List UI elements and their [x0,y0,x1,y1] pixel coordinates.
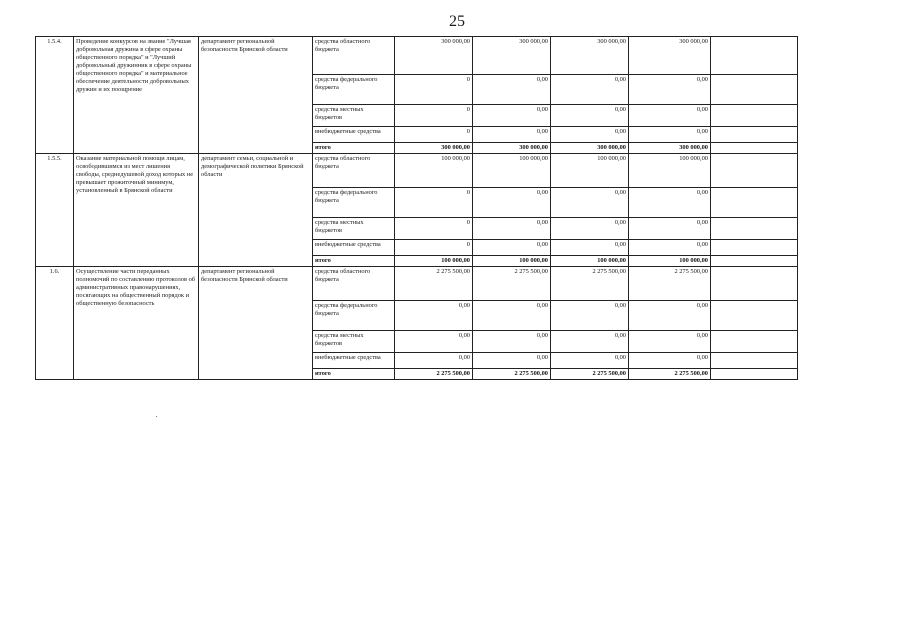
amount-cell: 300 000,00 [629,143,711,154]
funding-source-cell: средства областного бюджета [313,154,395,188]
item-title-cell: Оказание материальной помощи лицам, освободившимся из мест лишения свободы, среднедушевой доход которых не превышает прожиточный минимум, установленный в Брянской области [74,154,199,267]
amount-cell: 0 [395,127,473,143]
amount-cell: 0,00 [551,127,629,143]
amount-cell: 0,00 [473,353,551,369]
empty-cell [711,267,798,301]
amount-cell: 0,00 [473,331,551,353]
funding-source-cell: средства федерального бюджета [313,301,395,331]
executor-cell: департамент региональной безопасности Брянской области [199,37,313,154]
item-title-cell: Проведение конкурсов на звание "Лучшая добровольная дружина в сфере охраны общественного порядка" и "Лучший добровольный дружинник в сфере охраны общественного порядка" и материальное обеспечение деятельности добровольных дружин и их поощрение [74,37,199,154]
funding-source-cell: внебюджетные средства [313,353,395,369]
funding-source-cell: итого [313,256,395,267]
empty-cell [711,301,798,331]
amount-cell: 300 000,00 [395,143,473,154]
table-row [36,267,798,301]
empty-cell [711,331,798,353]
empty-cell [711,369,798,380]
amount-cell: 100 000,00 [395,256,473,267]
amount-cell: 0 [395,188,473,218]
amount-cell: 300 000,00 [395,37,473,75]
item-number-cell: 1.5.4. [36,37,74,154]
amount-cell: 0,00 [551,301,629,331]
amount-cell: 0 [395,105,473,127]
funding-source-cell: средства федерального бюджета [313,188,395,218]
amount-cell: 0,00 [473,218,551,240]
amount-cell: 0,00 [551,331,629,353]
amount-cell: 300 000,00 [551,37,629,75]
item-title-cell: Осуществление части переданных полномочий по составлению протоколов об административных правонарушениях, посягающих на общественный порядок и общественную безопасность [74,267,199,380]
table-row [36,154,798,188]
amount-cell: 100 000,00 [629,256,711,267]
amount-cell: 100 000,00 [629,154,711,188]
amount-cell: 0,00 [629,331,711,353]
empty-cell [711,127,798,143]
amount-cell: 0,00 [395,331,473,353]
empty-cell [711,143,798,154]
amount-cell: 100 000,00 [473,154,551,188]
amount-cell: 2 275 500,00 [551,369,629,380]
funding-source-cell: внебюджетные средства [313,127,395,143]
funding-source-cell: средства областного бюджета [313,267,395,301]
amount-cell: 2 275 500,00 [395,267,473,301]
amount-cell: 300 000,00 [473,37,551,75]
amount-cell: 0,00 [629,301,711,331]
amount-cell: 0 [395,75,473,105]
amount-cell: 300 000,00 [551,143,629,154]
amount-cell: 0,00 [629,75,711,105]
amount-cell: 2 275 500,00 [629,267,711,301]
amount-cell: 300 000,00 [629,37,711,75]
amount-cell: 2 275 500,00 [473,267,551,301]
executor-cell: департамент семьи, социальной и демографической политики Брянской области [199,154,313,267]
empty-cell [711,188,798,218]
scan-speck [156,416,157,417]
funding-source-cell: средства местных бюджетов [313,105,395,127]
funding-source-cell: средства местных бюджетов [313,218,395,240]
amount-cell: 0,00 [551,105,629,127]
empty-cell [711,154,798,188]
amount-cell: 100 000,00 [395,154,473,188]
amount-cell: 0,00 [629,188,711,218]
funding-source-cell: средства областного бюджета [313,37,395,75]
amount-cell: 0,00 [551,240,629,256]
empty-cell [711,37,798,75]
amount-cell: 2 275 500,00 [473,369,551,380]
amount-cell: 0,00 [629,353,711,369]
amount-cell: 0,00 [551,75,629,105]
table-row [36,37,798,75]
amount-cell: 0,00 [473,105,551,127]
funding-source-cell: средства федерального бюджета [313,75,395,105]
amount-cell: 300 000,00 [473,143,551,154]
amount-cell: 0,00 [473,75,551,105]
empty-cell [711,75,798,105]
amount-cell: 0,00 [473,127,551,143]
budget-table [35,36,798,380]
empty-cell [711,353,798,369]
empty-cell [711,218,798,240]
funding-source-cell: итого [313,143,395,154]
amount-cell: 0,00 [395,353,473,369]
amount-cell: 0,00 [551,188,629,218]
empty-cell [711,240,798,256]
amount-cell: 0,00 [551,218,629,240]
funding-source-cell: внебюджетные средства [313,240,395,256]
item-number-cell: 1.5.5. [36,154,74,267]
amount-cell: 0,00 [629,240,711,256]
amount-cell: 0,00 [395,301,473,331]
amount-cell: 100 000,00 [551,256,629,267]
empty-cell [711,256,798,267]
executor-cell: департамент региональной безопасности Брянской области [199,267,313,380]
amount-cell: 2 275 500,00 [395,369,473,380]
page-number: 25 [449,13,465,30]
amount-cell: 100 000,00 [473,256,551,267]
amount-cell: 100 000,00 [551,154,629,188]
funding-source-cell: итого [313,369,395,380]
amount-cell: 0,00 [629,127,711,143]
funding-source-cell: средства местных бюджетов [313,331,395,353]
amount-cell: 0,00 [629,105,711,127]
amount-cell: 0,00 [473,240,551,256]
amount-cell: 0,00 [629,218,711,240]
amount-cell: 0,00 [473,188,551,218]
amount-cell: 0 [395,218,473,240]
empty-cell [711,105,798,127]
amount-cell: 2 275 500,00 [629,369,711,380]
amount-cell: 0 [395,240,473,256]
amount-cell: 2 275 500,00 [551,267,629,301]
amount-cell: 0,00 [473,301,551,331]
amount-cell: 0,00 [551,353,629,369]
item-number-cell: 1.6. [36,267,74,380]
